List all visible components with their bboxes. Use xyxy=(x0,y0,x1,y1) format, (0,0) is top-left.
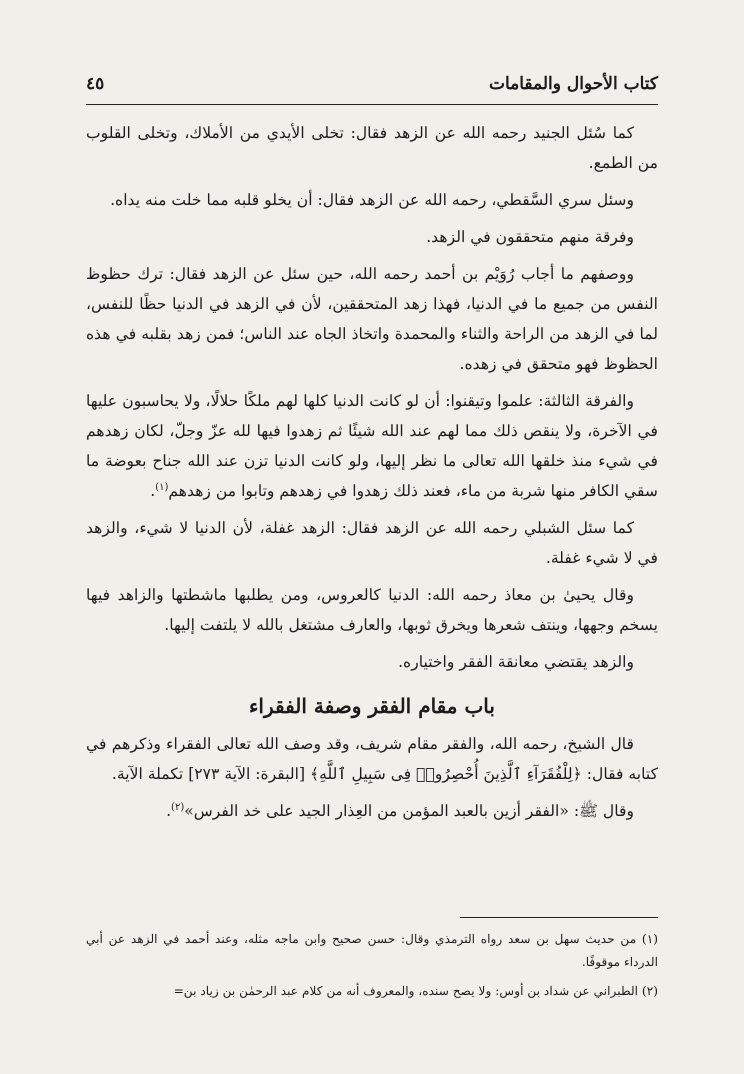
paragraph: قال الشيخ، رحمه الله، والفقر مقام شريف، وقد وصف الله تعالى الفقراء وذكرهم في كتابه فقال: ﴿لِلْفُقَرَآءِ ٱلَّذِينَ أُحْصِرُوا۟ فِى سَبِيلِ ٱللَّهِ﴾ [البقرة: الآية ٢٧٣] تكملة الآية. xyxy=(86,735,658,783)
page-header xyxy=(86,70,658,105)
paragraph: وسئل سري السَّقطي، رحمه الله عن الزهد فقال: أن يخلو قلبه مما خلت منه يداه. xyxy=(110,191,634,209)
footnote-reference-1[interactable]: (١) xyxy=(155,481,169,493)
section-heading: باب مقام الفقر وصفة الفقراء xyxy=(249,694,495,718)
paragraph-with-footnote: وقال ﷺ: «الفقر أزين بالعبد المؤمن من العِذار الجيد على خد الفرس»$^{(٢)}$. xyxy=(166,801,634,820)
paragraph: وفرقة منهم متحققون في الزهد. xyxy=(426,228,634,246)
page-number: ٤٥ xyxy=(86,74,105,94)
paragraph-text: وقال ﷺ: «الفقر أزين بالعبد المؤمن من العِذار الجيد على خد الفرس» xyxy=(184,802,634,820)
footnote-1: (١) من حديث سهل بن سعد رواه الترمذي وقال: حسن صحيح وابن ماجه مثله، وعند أحمد في الزهد عن أبي الدرداء موقوفًا. xyxy=(86,932,658,969)
main-text xyxy=(86,118,658,833)
paragraph-text: والفرقة الثالثة: علموا وتيقنوا: أن لو كانت الدنيا كلها لهم ملكًا حلالًا، ولا يحاسبون عليها في الآخرة، ولا ينقص ذلك مما لهم عند الله شيئًا ثم زهدوا فيها لله عزّ وجلّ، لكان زهدهم في شيء منذ خلقها الله تعالى ما نظر إليها، ولو كانت الدنيا تزن عند الله جناح بعوضة ما سقي الكافر منها شربة من ماء، فعند ذلك زهدوا في زهدهم وتابوا من زهدهم xyxy=(86,392,658,500)
footnote-reference-2[interactable]: (٢) xyxy=(171,801,185,813)
paragraph: كما سُئل الجنيد رحمه الله عن الزهد فقال: تخلى الأيدي من الأملاك، وتخلى القلوب من الطمع. xyxy=(86,124,658,172)
paragraph: كما سئل الشبلي رحمه الله عن الزهد فقال: الزهد غفلة، لأن الدنيا لا شيء، والزهد في لا شيء غفلة. xyxy=(86,519,658,567)
footnote-2: (٢) الطبراني عن شداد بن أوس: ولا يصح سنده، والمعروف أنه من كلام عبد الرحمٰن بن زياد بن= xyxy=(173,984,658,998)
paragraph-with-footnote: والفرقة الثالثة: علموا وتيقنوا: أن لو كانت الدنيا كلها لهم ملكًا حلالًا، ولا يحاسبون عليها في الآخرة، ولا ينقص ذلك مما لهم عند الله شيئًا ثم زهدوا فيها لله عزّ وجلّ، لكان زهدهم في شيء منذ خلقها الله تعالى ما نظر إليها، ولو كانت الدنيا تزن عند الله جناح بعوضة ما سقي الكافر منها شربة من ماء، فعند ذلك زهدوا في زهدهم وتابوا من زهدهم$^{(١)}$. xyxy=(86,392,658,500)
running-title: كتاب الأحوال والمقامات xyxy=(488,74,658,94)
paragraph: وقال يحيىٰ بن معاذ رحمه الله: الدنيا كالعروس، ومن يطلبها ماشطتها والزاهد فيها يسخم وجهها، وينتف شعرها ويخرق ثوبها، والعارف مشتغل بالله لا يلتفت إليها. xyxy=(86,586,658,634)
footnote-divider xyxy=(460,917,658,918)
paragraph: والزهد يقتضي معانقة الفقر واختياره. xyxy=(398,653,634,671)
paragraph: ووصفهم ما أجاب رُوَيْم بن أحمد رحمه الله، حين سئل عن الزهد فقال: ترك حظوظ النفس من جميع ما في الدنيا، فهذا زهد المتحققين، لأن في الزهد في الدنيا حظًا للنفس، لما في الزهد من الراحة والثناء والمحمدة واتخاذ الجاه عند الناس؛ فمن زهد بقلبه في هذه الحظوظ فهو متحقق في زهده. xyxy=(86,265,658,373)
footnotes xyxy=(86,928,658,1009)
